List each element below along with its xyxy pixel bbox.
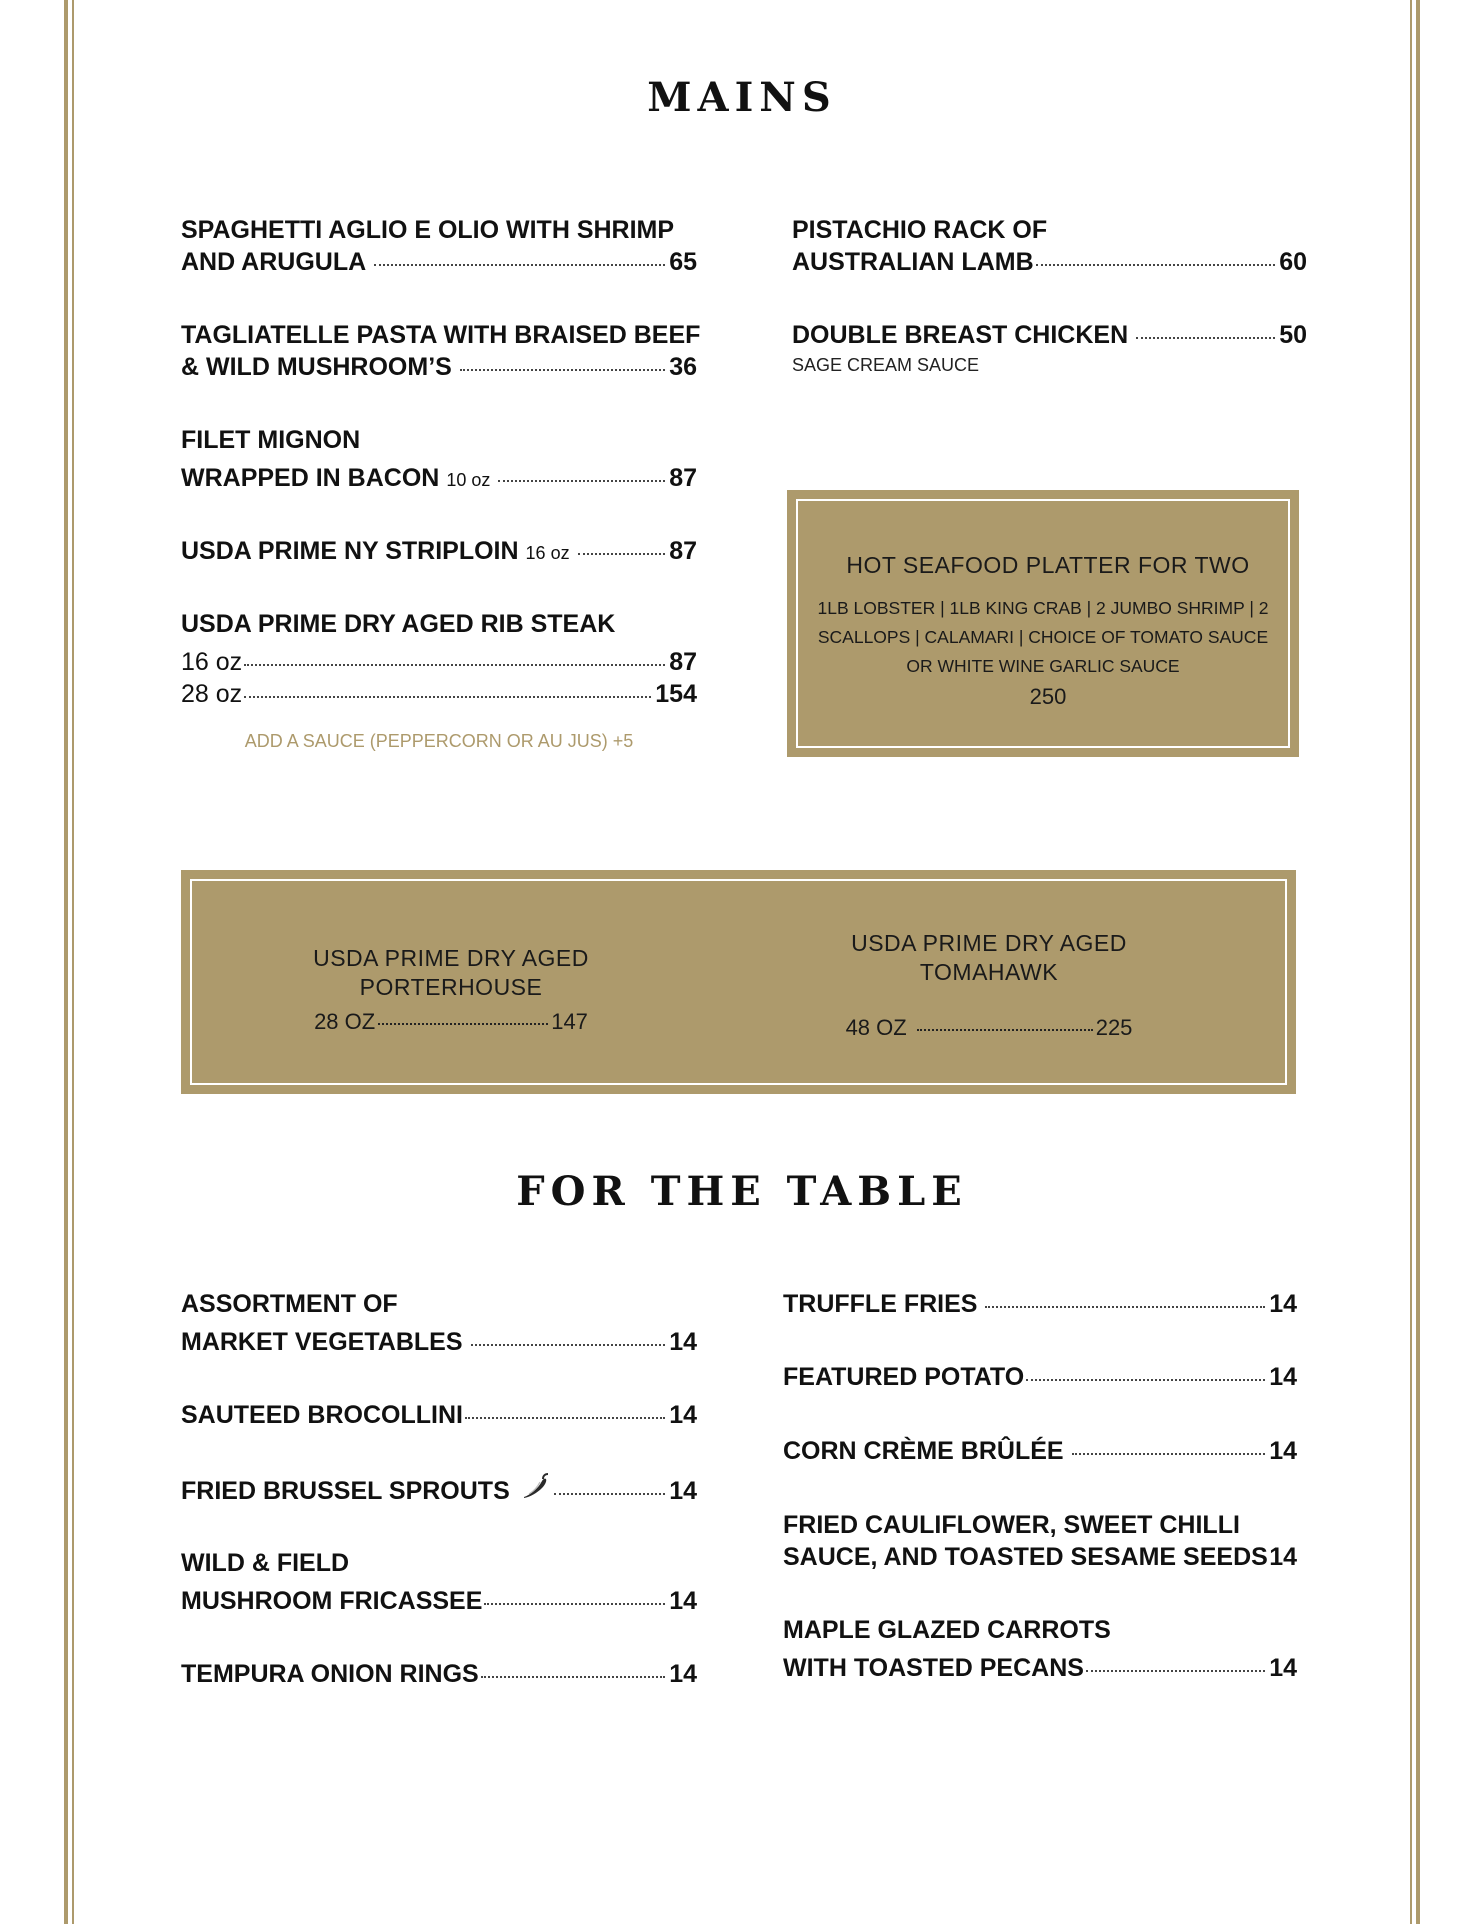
item-name-line1: MAPLE GLAZED CARROTS (783, 1616, 1111, 1644)
item-description: SAGE CREAM SAUCE (792, 355, 980, 375)
porterhouse-price-row (271, 1009, 631, 1035)
item-name-line2: WRAPPED IN BACON (181, 464, 440, 492)
item-price: 36 (669, 353, 697, 381)
dot-leader (578, 553, 666, 555)
item-price: 14 (1269, 1654, 1297, 1682)
item-name-line1: PISTACHIO RACK OF (792, 216, 1048, 244)
item-name: FEATURED POTATO (783, 1363, 1025, 1391)
item-name-line2: MARKET VEGETABLES (181, 1328, 463, 1356)
item-name-line2: AND ARUGULA (181, 248, 367, 276)
option-label: 28 oz (181, 680, 243, 708)
dot-leader (1086, 1670, 1265, 1672)
item-name-line2: SAUCE, AND TOASTED SESAME SEEDS (783, 1543, 1268, 1571)
item-price: 60 (1279, 248, 1307, 276)
item-price: 14 (1269, 1543, 1297, 1571)
menu-item-rib-steak (181, 608, 697, 710)
item-price: 14 (669, 1477, 697, 1505)
menu-item-mushroom-fricassee (181, 1547, 697, 1617)
dot-leader (465, 1417, 665, 1419)
porterhouse-line2: PORTERHOUSE (359, 974, 543, 1000)
dot-leader (481, 1676, 665, 1678)
tomahawk-size: 48 OZ (845, 1015, 907, 1040)
menu-item-spaghetti (181, 214, 697, 278)
mains-section-title: MAINS (647, 74, 837, 121)
tomahawk-price: 225 (1095, 1015, 1133, 1040)
item-name-line1: FRIED CAULIFLOWER, SWEET CHILLI (783, 1511, 1240, 1539)
item-name-line2: & WILD MUSHROOM’S (181, 353, 452, 381)
menu-item-market-vegetables (181, 1288, 697, 1358)
item-price: 14 (669, 1587, 697, 1615)
option-label: 16 oz (181, 648, 243, 676)
item-name: SAUTEED BROCOLLINI (181, 1401, 463, 1429)
menu-item-striploin (181, 535, 697, 569)
tomahawk-name (809, 929, 1169, 987)
item-price: 87 (669, 464, 697, 492)
tomahawk-price-row (809, 1015, 1169, 1041)
item-name: USDA PRIME DRY AGED RIB STEAK (181, 610, 616, 638)
item-price: 14 (1269, 1290, 1297, 1318)
dot-leader (471, 1344, 666, 1346)
menu-item-onion-rings (181, 1658, 697, 1690)
menu-item-tagliatelle (181, 319, 701, 383)
menu-item-chicken (792, 319, 1307, 376)
menu-item-featured-potato (783, 1361, 1297, 1393)
dot-leader (244, 664, 665, 666)
item-name-line1: SPAGHETTI AGLIO E OLIO WITH SHRIMP (181, 216, 675, 244)
menu-item-truffle-fries (783, 1288, 1297, 1320)
chili-pepper-icon (520, 1473, 550, 1507)
item-size: 10 oz (446, 470, 491, 490)
item-name-line2: WITH TOASTED PECANS (783, 1654, 1084, 1682)
porterhouse-price: 147 (551, 1009, 588, 1034)
item-name-line1: FILET MIGNON (181, 426, 361, 454)
menu-item-fried-cauliflower (783, 1509, 1297, 1573)
dot-leader (378, 1023, 548, 1025)
dot-leader (1072, 1453, 1266, 1455)
item-price: 14 (669, 1401, 697, 1429)
dot-leader (460, 369, 665, 371)
dot-leader (1136, 337, 1275, 339)
item-name: USDA PRIME NY STRIPLOIN (181, 537, 519, 565)
item-name: FRIED BRUSSEL SPROUTS (181, 1477, 510, 1505)
dot-leader (917, 1029, 1093, 1031)
item-price: 14 (669, 1660, 697, 1688)
item-name: TRUFFLE FRIES (783, 1290, 978, 1318)
item-name: CORN CRÈME BRÛLÉE (783, 1437, 1064, 1465)
item-name-line1: TAGLIATELLE PASTA WITH BRAISED BEEF (181, 321, 701, 349)
item-price: 14 (1269, 1437, 1297, 1465)
option-price: 87 (669, 648, 697, 676)
item-price: 65 (669, 248, 697, 276)
seafood-platter-box (787, 490, 1299, 757)
porterhouse-line1: USDA PRIME DRY AGED (313, 945, 589, 971)
item-name-line2: MUSHROOM FRICASSEE (181, 1587, 483, 1615)
item-price: 14 (1269, 1363, 1297, 1391)
porterhouse-size: 28 OZ (314, 1009, 376, 1034)
dot-leader (498, 480, 665, 482)
dry-aged-steaks-box (181, 870, 1296, 1094)
dot-leader (985, 1306, 1265, 1308)
platter-desc-line2: SCALLOPS | CALAMARI | CHOICE OF TOMATO SAUCE (817, 627, 1269, 647)
item-price: 50 (1279, 321, 1307, 349)
dot-leader (1026, 1379, 1265, 1381)
item-name-line1: ASSORTMENT OF (181, 1290, 398, 1318)
option-price: 154 (655, 680, 697, 708)
sauce-addon-note: ADD A SAUCE (PEPPERCORN OR AU JUS) +5 (244, 731, 634, 751)
platter-description (787, 594, 1299, 681)
item-name-line2: AUSTRALIAN LAMB (792, 248, 1034, 276)
menu-item-lamb (792, 214, 1307, 278)
menu-item-brussel-sprouts (181, 1473, 697, 1507)
item-name: DOUBLE BREAST CHICKEN (792, 321, 1129, 349)
item-name-line1: WILD & FIELD (181, 1549, 350, 1577)
platter-price: 250 (1029, 684, 1067, 709)
menu-item-maple-carrots (783, 1614, 1297, 1684)
porterhouse-name (271, 944, 631, 1002)
dot-leader (484, 1603, 665, 1605)
dot-leader (374, 264, 665, 266)
dot-leader (1036, 264, 1276, 266)
dot-leader (244, 696, 651, 698)
for-the-table-section-title: FOR THE TABLE (516, 1168, 968, 1215)
tomahawk-line1: USDA PRIME DRY AGED (851, 930, 1127, 956)
platter-title: HOT SEAFOOD PLATTER FOR TWO (846, 552, 1250, 578)
platter-desc-line3: OR WHITE WINE GARLIC SAUCE (906, 656, 1180, 676)
dot-leader (554, 1493, 665, 1495)
item-price: 87 (669, 537, 697, 565)
item-price: 14 (669, 1328, 697, 1356)
item-name: TEMPURA ONION RINGS (181, 1660, 479, 1688)
item-size: 16 oz (525, 543, 570, 563)
menu-item-brocollini (181, 1399, 697, 1431)
platter-desc-line1: 1LB LOBSTER | 1LB KING CRAB | 2 JUMBO SHRIMP | 2 (817, 598, 1269, 618)
menu-item-corn-creme-brulee (783, 1435, 1297, 1467)
tomahawk-line2: TOMAHAWK (919, 959, 1059, 985)
menu-item-filet-mignon (181, 424, 697, 496)
